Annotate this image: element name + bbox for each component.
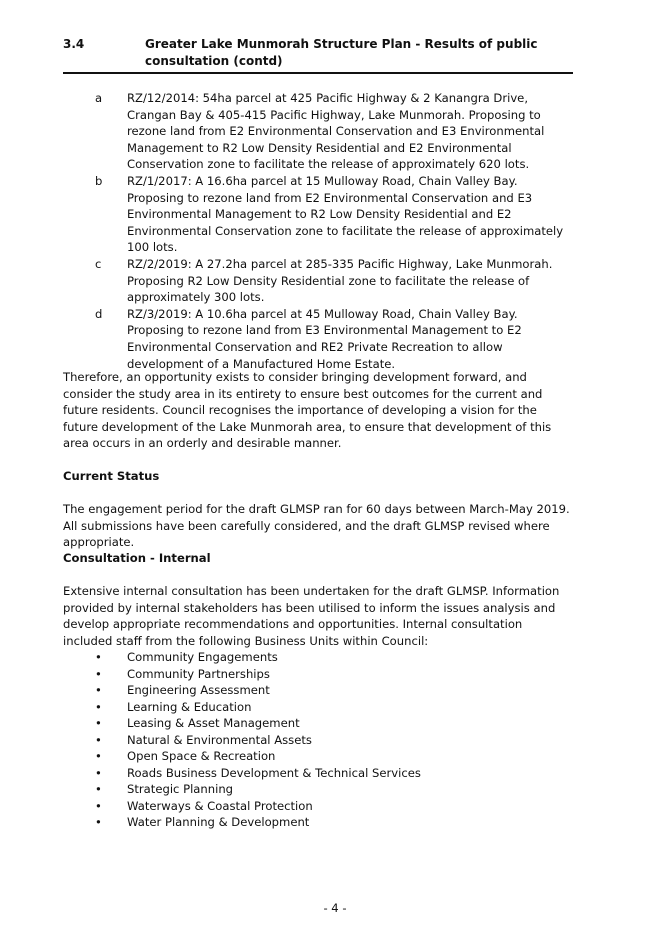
list-text: RZ/3/2019: A 10.6ha parcel at 45 Mulloway Road, Chain Valley Bay. Proposing to rezone land from E3 Environmental Management to E2 Environmental Conservation and RE2 Private Recreation to allow development of a Manufactured Home Estate. [127,306,522,371]
consultation-heading: Consultation - Internal [63,551,211,565]
business-unit: Open Space & Recreation [127,749,276,763]
bullet-icon: • [95,732,102,747]
consultation-paragraph: Extensive internal consultation has been undertaken for the draft GLMSP. Information provided by internal stakeholders has been utilised to inform the issues analysis and develop appropriate recommendations and opportunities. Internal consultation included staff from the following Business Units within Council: [63,584,560,648]
rezoning-list [63,90,573,372]
bullet-icon: • [95,683,102,697]
section-title: Greater Lake Munmorah Structure Plan - Results of public consultation (contd) [145,37,538,68]
current-status-heading: Current Status [63,469,160,483]
list-item [63,256,573,306]
therefore-paragraph: Therefore, an opportunity exists to consider bringing development forward, and consider the study area in its entirety to ensure best outcomes for the current and future residents. Council recognises the importance of developing a vision for the future development of the Lake Munmorah area, to ensure that development of this area occurs in an orderly and desirable manner. [63,370,552,451]
bullet-icon: • [95,666,102,681]
business-unit: Community Engagements [127,650,278,664]
business-unit: Waterways & Coastal Protection [127,798,313,813]
current-status-paragraph: The engagement period for the draft GLMSP ran for 60 days between March-May 2019. All submissions have been carefully considered, and the draft GLMSP revised where appropriate. [63,502,570,550]
list-item [63,682,573,699]
list-item [63,732,573,749]
list-item [63,90,573,173]
list-letter: c [95,256,102,271]
business-unit: Community Partnerships [127,666,270,681]
bullet-icon: • [95,749,102,763]
list-item [63,173,573,256]
business-unit: Leasing & Asset Management [127,716,300,730]
business-unit: Roads Business Development & Technical Services [127,765,421,780]
list-item [63,765,573,782]
list-text: RZ/12/2014: 54ha parcel at 425 Pacific Highway & 2 Kanangra Drive, Crangan Bay & 405-415 Pacific Highway, Lake Munmorah. Proposing to rezone land from E2 Environmental Conservation and E3 Environmental Management to R2 Low Density Residential and E2 Environmental Conservation zone to facilitate the release of approximately 620 lots. [127,91,545,172]
business-units-list [63,649,573,831]
bullet-icon: • [95,699,102,714]
section-number: 3.4 [63,37,85,51]
business-unit: Natural & Environmental Assets [127,732,312,747]
list-item [63,814,573,831]
bullet-icon: • [95,716,102,730]
list-item [63,715,573,732]
bullet-icon: • [95,765,102,780]
bullet-icon: • [95,798,102,813]
bullet-icon: • [95,815,102,829]
bullet-icon: • [95,782,102,796]
list-item [63,649,573,666]
list-item [63,781,573,798]
list-letter: a [95,91,103,105]
business-unit: Learning & Education [127,699,252,714]
business-unit: Strategic Planning [127,782,234,796]
list-item [63,798,573,815]
business-unit: Engineering Assessment [127,683,270,697]
bullet-icon: • [95,650,102,664]
business-unit: Water Planning & Development [127,815,310,829]
list-item [63,699,573,716]
list-item [63,306,573,372]
list-text: RZ/1/2017: A 16.6ha parcel at 15 Mulloway Road, Chain Valley Bay. Proposing to rezone land from E2 Environmental Conservation and E3 Environmental Management to R2 Low Density Residential and E2 Environmental Conservation zone to facilitate the release of approximately 100 lots. [127,173,564,255]
page-number: - 4 - [323,901,347,915]
list-item [63,666,573,683]
list-text: RZ/2/2019: A 27.2ha parcel at 285-335 Pacific Highway, Lake Munmorah. Proposing R2 Low Density Residential zone to facilitate the release of approximately 300 lots. [127,256,553,305]
report-header [63,36,573,74]
list-item [63,748,573,765]
list-letter: b [95,173,103,188]
list-letter: d [95,306,103,321]
